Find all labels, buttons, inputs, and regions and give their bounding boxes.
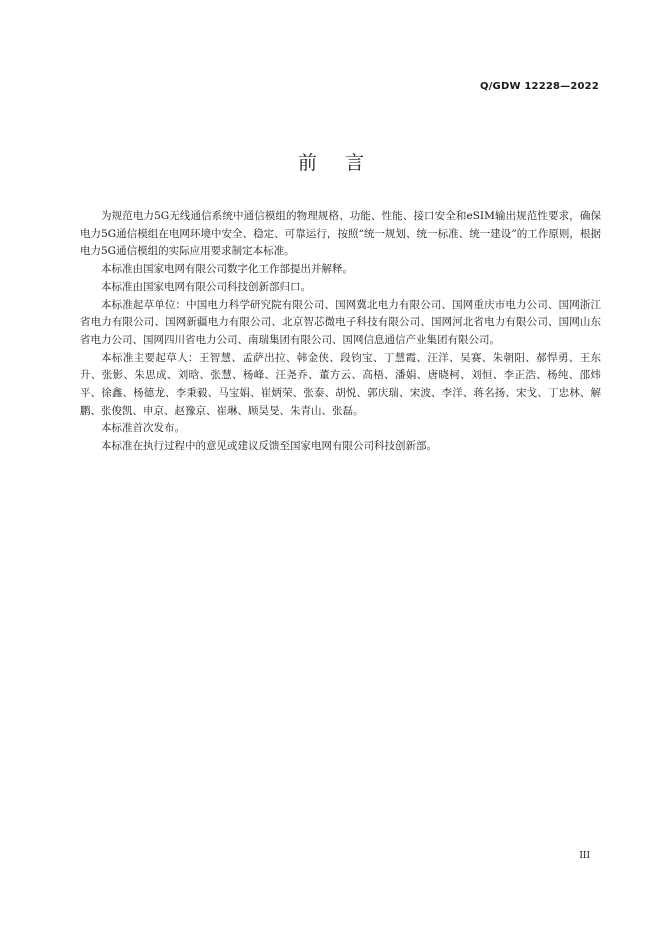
paragraph-centralized-management: 本标准由国家电网有限公司科技创新部归口。 [101, 280, 311, 293]
paragraph-proposer: 本标准由国家电网有限公司数字化工作部提出并解释。 [101, 263, 353, 276]
paragraph-drafters: 本标准主要起草人：王智慧、孟萨出拉、韩金侠、段钧宝、丁慧霞、汪洋、吴赛、朱朝阳、郝悍勇、王东升、张影、朱思成、刘晗、张慧、杨峰、汪尧乔、董方云、高梧、潘娟、唐晓柯、刘恒、李正浩、杨纯、邵炜平、徐鑫、杨德龙、李秉毅、马宝娟、崔炳荣、张泰、胡悦、郭庆瑞、宋波、李洋、蒋名扬、宋戈、丁忠林、解鹏、张俊凯、申京、赵豫京、崔琳、顾昊旻、朱青山、张磊。 [80, 351, 601, 417]
paragraph-purpose: 为规范电力5G无线通信系统中通信模组的物理规格、功能、性能、接口安全和eSIM输出规范性要求，确保电力5G通信模组在电网环境中安全、稳定、可靠运行，按照“统一规划、统一标准、统一建设”的工作原则，根据电力5G通信模组的实际应用要求制定本标准。 [80, 210, 601, 258]
paragraph-drafting-units: 本标准起草单位：中国电力科学研究院有限公司、国网冀北电力有限公司、国网重庆市电力公司、国网浙江省电力有限公司、国网新疆电力有限公司、北京智芯微电子科技有限公司、国网河北省电力有限公司、国网山东省电力公司、国网四川省电力公司、南瑞集团有限公司、国网信息通信产业集团有限公司。 [80, 298, 601, 346]
page-title: 前言 [297, 152, 392, 174]
page-number: III [579, 851, 590, 861]
standard-number: Q/GDW 12228—2022 [480, 81, 599, 92]
paragraph-first-release: 本标准首次发布。 [101, 422, 185, 435]
foreword-body [80, 208, 601, 456]
paragraph-feedback: 本标准在执行过程中的意见或建议反馈至国家电网有限公司科技创新部。 [101, 440, 437, 453]
